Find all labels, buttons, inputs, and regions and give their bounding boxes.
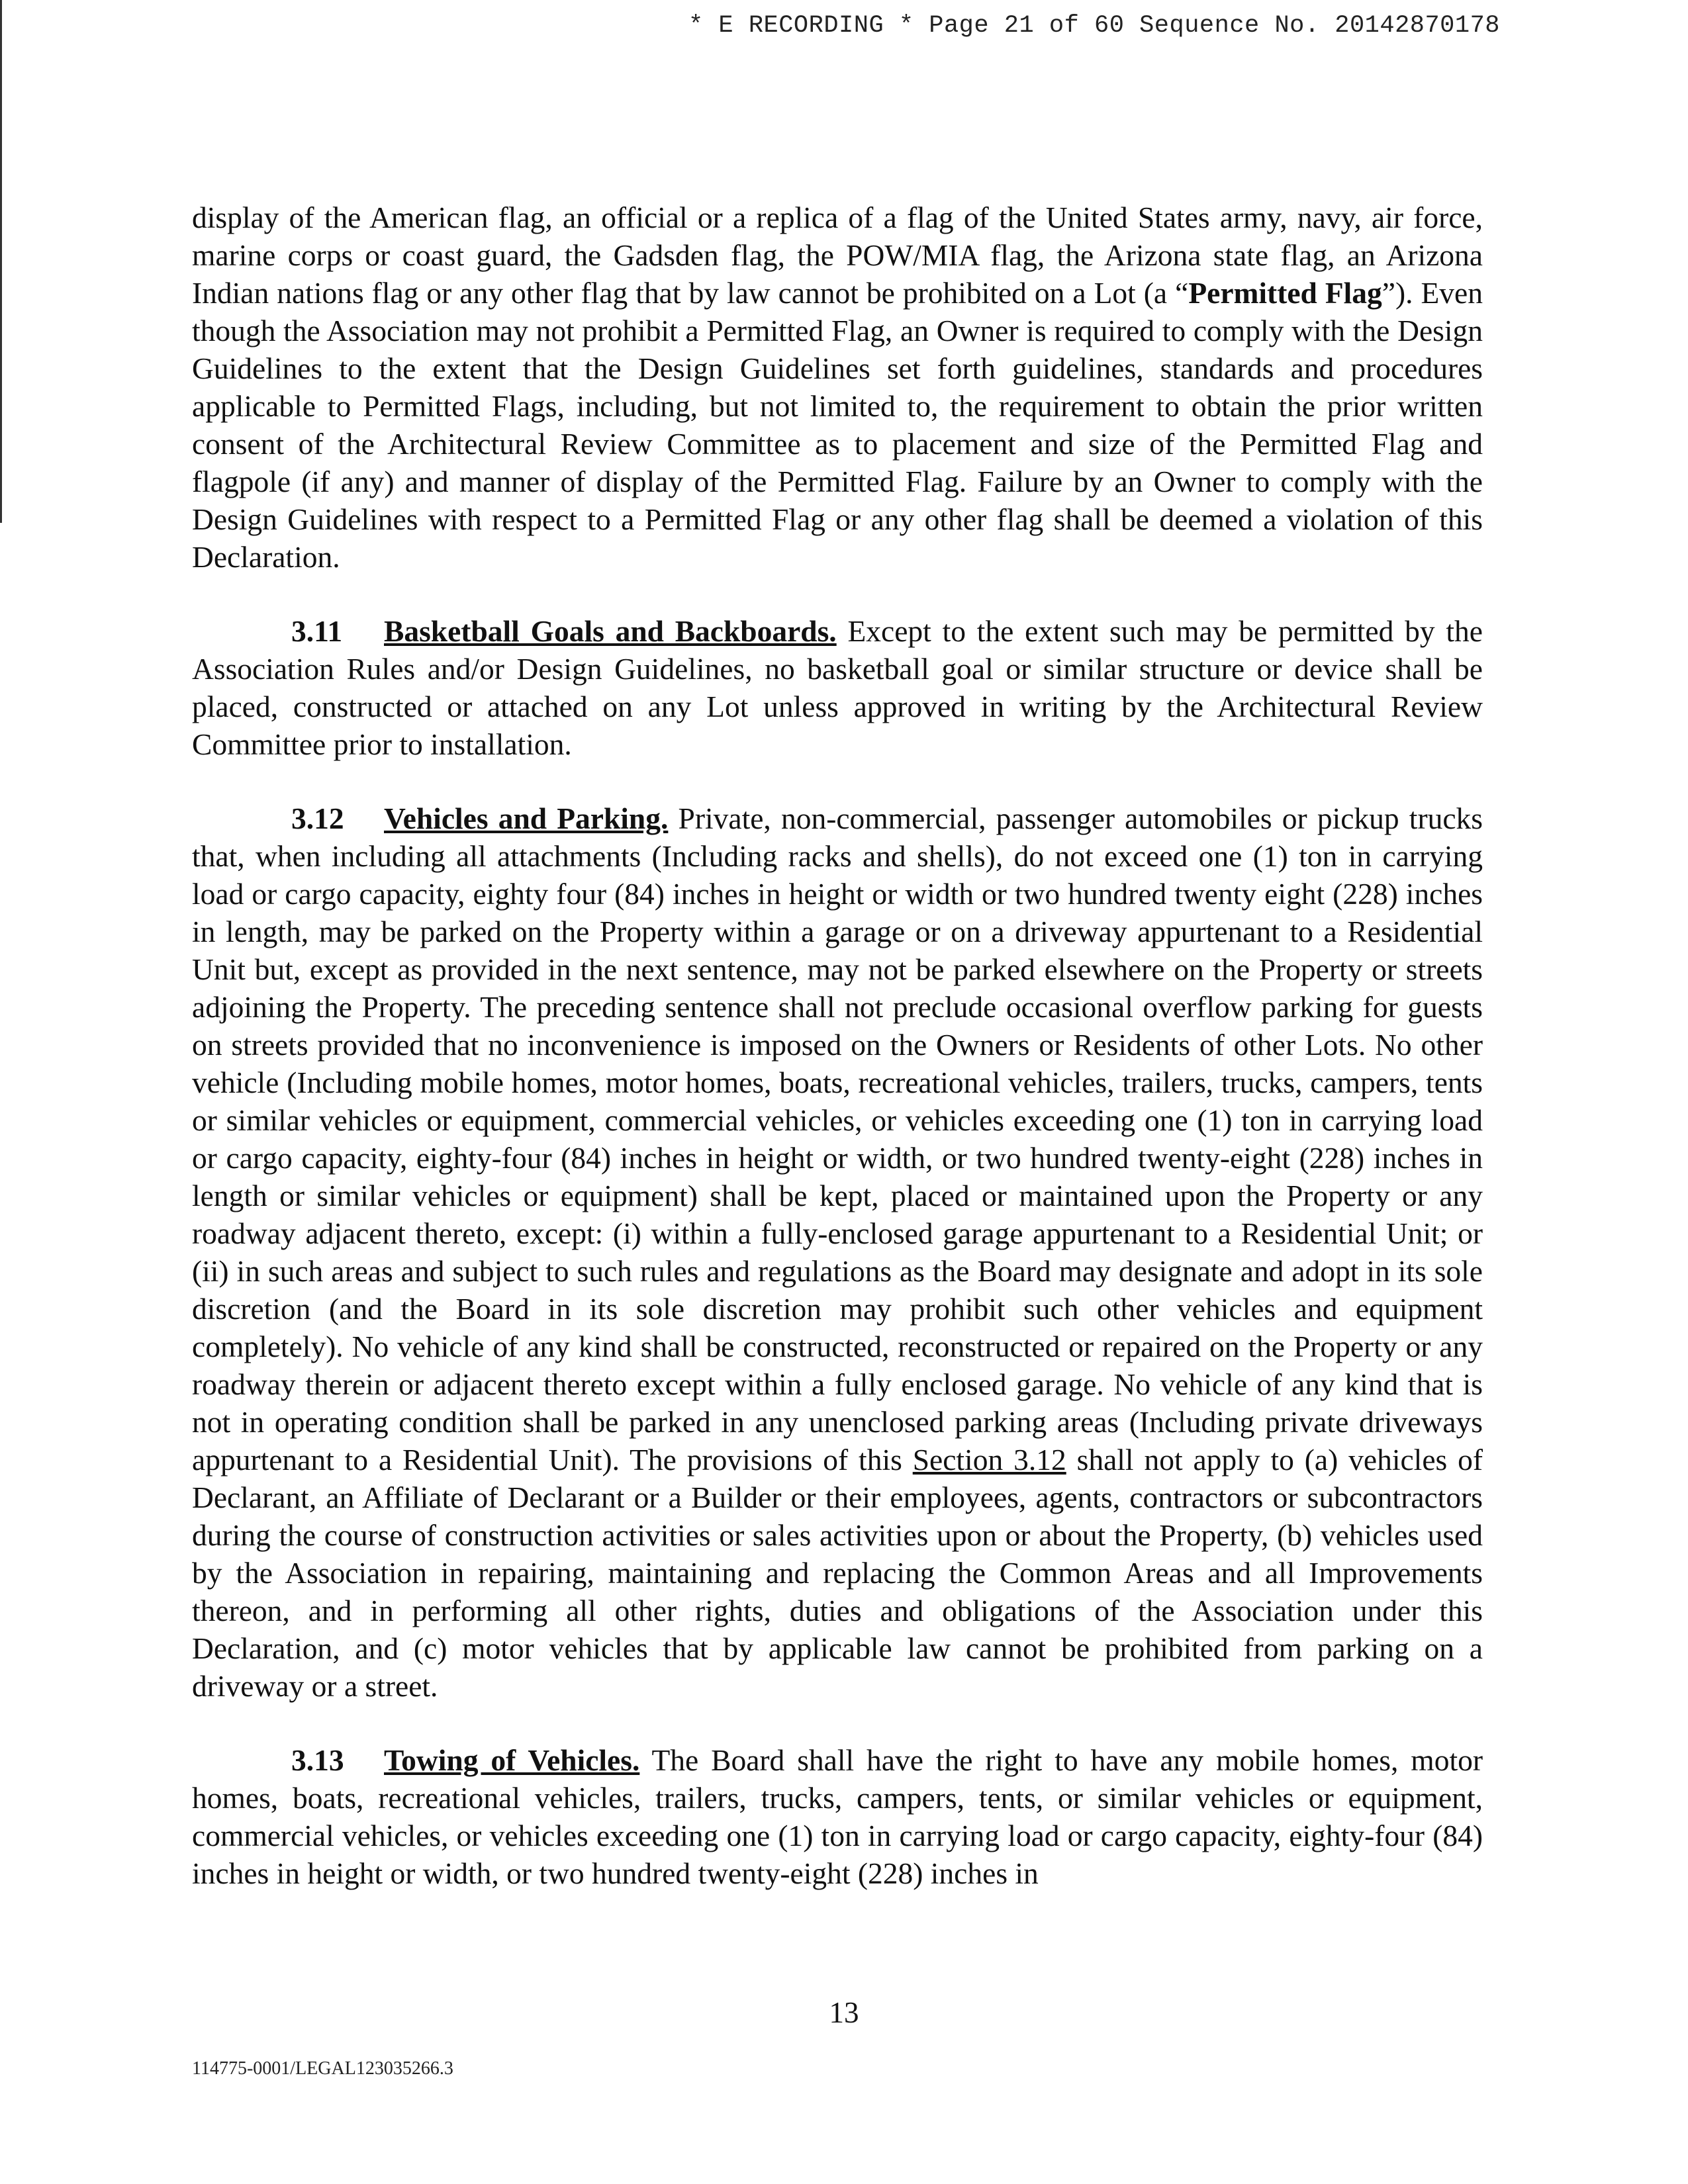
section-3-13	[192, 1741, 1483, 1892]
continuation-text-before: display of the American flag, an official or a replica of a flag of the United States army, navy, air force, marine corps or coast guard, the Gadsden flag, the POW/MIA flag, the Arizona state flag, an Arizona Indian nations flag or any other flag that by law cannot be prohibited on a Lot (a “	[192, 201, 1483, 310]
section-number: 3.12	[291, 801, 344, 835]
page-number: 13	[829, 1996, 859, 2029]
section-title: Basketball Goals and Backboards.	[384, 614, 837, 648]
section-body: Except to the extent such may be permitted by the Association Rules and/or Design Guidelines, no basketball goal or similar structure or device shall be placed, constructed or attached on any Lot unless approved in writing by the Architectural Review Committee prior to installation.	[192, 614, 1483, 761]
section-title: Vehicles and Parking.	[384, 801, 669, 835]
recording-header: * E RECORDING * Page 21 of 60 Sequence No. 20142870178	[688, 12, 1500, 40]
document-id: 114775-0001/LEGAL123035266.3	[192, 2058, 453, 2079]
section-body-part-2: shall not apply to (a) vehicles of Declarant, an Affiliate of Declarant or a Builder or their employees, agents, contractors or subcontractors during the course of construction activities or sales activities upon or about the Property, (b) vehicles used by the Association in repairing, maintaining and replacing the Common Areas and all Improvements thereon, and in performing all other rights, duties and obligations of the Association under this Declaration, and (c) motor vehicles that by applicable law cannot be prohibited from parking on a driveway or a street.	[192, 1443, 1483, 1703]
section-3-11	[192, 612, 1483, 763]
scan-edge-line	[0, 0, 2, 523]
section-number: 3.13	[291, 1743, 344, 1777]
section-body: The Board shall have the right to have any mobile homes, motor homes, boats, recreational vehicles, trailers, trucks, campers, tents, or similar vehicles or equipment, commercial vehicles, or vehicles exceeding one (1) ton in carrying load or cargo capacity, eighty-four (84) inches in height or width, or two hundred twenty-eight (228) inches in	[192, 1743, 1483, 1890]
defined-term-permitted-flag: Permitted Flag	[1188, 276, 1382, 310]
continuation-text-after: ”). Even though the Association may not prohibit a Permitted Flag, an Owner is required to comply with the Design Guidelines to the extent that the Design Guidelines set forth guidelines, standards and procedures applicable to Permitted Flags, including, but not limited to, the requirement to obtain the prior written consent of the Architectural Review Committee as to placement and size of the Permitted Flag and flagpole (if any) and manner of display of the Permitted Flag. Failure by an Owner to comply with the Design Guidelines with respect to a Permitted Flag or any other flag shall be deemed a violation of this Declaration.	[192, 276, 1483, 574]
section-title: Towing of Vehicles.	[384, 1743, 640, 1777]
section-cross-reference: Section 3.12	[912, 1443, 1066, 1477]
section-number: 3.11	[291, 614, 343, 648]
document-body	[192, 199, 1483, 1929]
continuation-paragraph	[192, 199, 1483, 576]
section-3-12	[192, 799, 1483, 1705]
section-body-part-1: Private, non-commercial, passenger automobiles or pickup trucks that, when including all attachments (Including racks and shells), do not exceed one (1) ton in carrying load or cargo capacity, eighty four (84) inches in height or width or two hundred twenty eight (228) inches in length, may be parked on the Property within a garage or on a driveway appurtenant to a Residential Unit but, except as provided in the next sentence, may not be parked elsewhere on the Property or streets adjoining the Property. The preceding sentence shall not preclude occasional overflow parking for guests on streets provided that no inconvenience is imposed on the Owners or Residents of other Lots. No other vehicle (Including mobile homes, motor homes, boats, recreational vehicles, trailers, trucks, campers, tents or similar vehicles or equipment, commercial vehicles, or vehicles exceeding one (1) ton in carrying load or cargo capacity, eighty-four (84) inches in height or width, or two hundred twenty-eight (228) inches in length or similar vehicles or equipment) shall be kept, placed or maintained upon the Property or any roadway adjacent thereto, except: (i) within a fully-enclosed garage appurtenant to a Residential Unit; or (ii) in such areas and subject to such rules and regulations as the Board may designate and adopt in its sole discretion (and the Board in its sole discretion may prohibit such other vehicles and equipment completely). No vehicle of any kind shall be constructed, reconstructed or repaired on the Property or any roadway therein or adjacent thereto except within a fully enclosed garage. No vehicle of any kind that is not in operating condition shall be parked in any unenclosed parking areas (Including private driveways appurtenant to a Residential Unit). The provisions of this	[192, 801, 1483, 1477]
